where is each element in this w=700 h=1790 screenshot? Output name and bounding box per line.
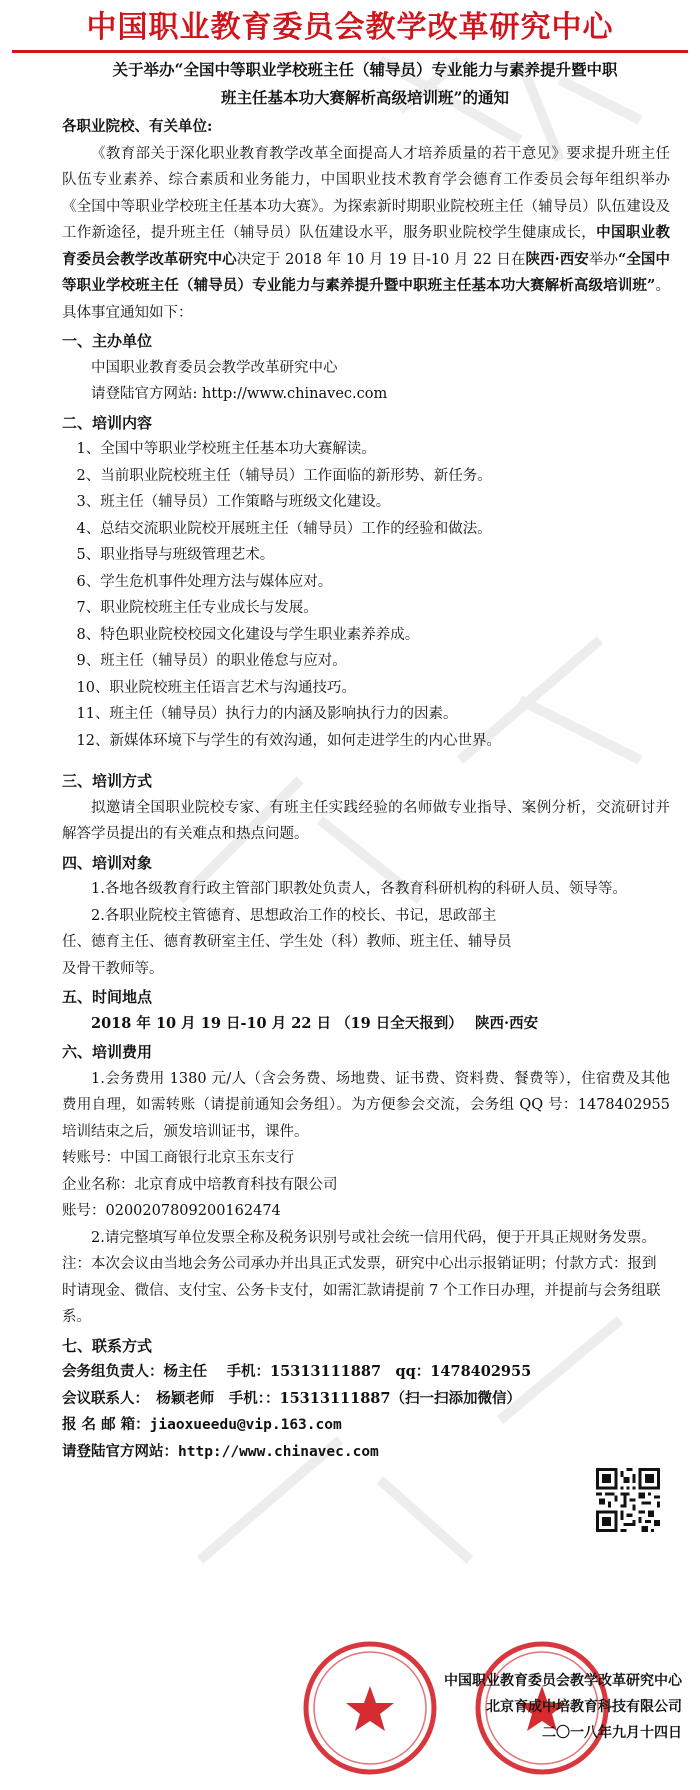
section-5-text: 2018 年 10 月 19 日-10 月 22 日 （19 日全天报到） 陕西·西安 xyxy=(91,1014,539,1032)
list-item: 8、特色职业院校校园文化建设与学生职业素养养成。 xyxy=(76,626,420,643)
signoff-org-1: 中国职业教育委员会教学改革研究中心 xyxy=(444,1673,682,1689)
contact-email-row xyxy=(62,1412,670,1439)
site-link[interactable]: http://www.chinavec.com xyxy=(178,1443,379,1460)
salutation: 各职业院校、有关单位: xyxy=(62,118,213,135)
list-item: 5、职业指导与班级管理艺术。 xyxy=(76,547,275,563)
section-7-heading: 七、联系方式 xyxy=(62,1336,153,1355)
section-4-item-2b: 任、德育主任、德育教研室主任、学生处（科）教师、班主任、辅导员 xyxy=(62,934,512,950)
list-item: 4、总结交流职业院校开展班主任（辅导员）工作的经验和做法。 xyxy=(76,520,492,537)
section-1-heading: 一、主办单位 xyxy=(62,332,153,350)
section-3-text: 拟邀请全国职业院校专家、有班主任实践经验的名师做专业指导、案例分析，交流研讨并解答学员提出的有关难点和热点问题。 xyxy=(62,799,670,842)
intro-paragraph xyxy=(62,141,670,327)
site-label: 请登陆官方网站： xyxy=(62,1442,178,1460)
intro-part-2: 决定于 2018 年 10 月 19 日-10 月 22 日在 xyxy=(236,251,526,268)
section-6-bank: 转账号：中国工商银行北京玉东支行 xyxy=(62,1150,294,1166)
section-3-heading: 三、培训方式 xyxy=(62,772,153,790)
section-5-heading: 五、时间地点 xyxy=(62,988,153,1006)
list-item: 12、新媒体环境下与学生的有效沟通，如何走进学生的内心世界。 xyxy=(76,732,501,749)
section-6-heading: 六、培训费用 xyxy=(62,1043,153,1061)
section-4-item-1: 1.各地各级教育行政主管部门职教处负责人，各教育科研机构的科研人员、领导等。 xyxy=(91,881,627,897)
list-item: 1、全国中等职业学校班主任基本功大赛解读。 xyxy=(76,441,376,457)
list-item: 11、班主任（辅导员）执行力的内涵及影响执行力的因素。 xyxy=(76,706,458,722)
spacer xyxy=(62,754,670,766)
section-1-site: 请登陆官方网站: http://www.chinavec.com xyxy=(91,386,388,402)
title-line-1: 关于举办“全国中等职业学校班主任（辅导员）专业能力与素养提升暨中职 xyxy=(112,60,618,79)
intro-part-3: 举办 xyxy=(588,251,618,268)
intro-course-bold: “全国中等职业学校班主任（辅导员）专业能力与素养提升暨中职班主任基本功大赛解析高级培训班” xyxy=(62,250,670,294)
list-item: 7、职业院校班主任专业成长与发展。 xyxy=(76,600,318,616)
section-4-item-2a: 2.各职业院校主管德育、思想政治工作的校长、书记，思政部主 xyxy=(91,907,497,924)
notice-title xyxy=(60,56,670,112)
section-6-account: 账号：0200207809200162474 xyxy=(62,1203,281,1219)
list-item: 10、职业院校班主任语言艺术与沟通技巧。 xyxy=(76,679,356,696)
list-item: 3、班主任（辅导员）工作策略与班级文化建设。 xyxy=(76,494,391,510)
email-label: 报 名 邮 箱： xyxy=(62,1416,150,1433)
section-2-heading: 二、培训内容 xyxy=(62,413,153,432)
contact-line-1: 会务组负责人：杨主任 手机：15313111887 qq：1478402955 xyxy=(62,1363,532,1380)
list-item: 6、学生危机事件处理方法与媒体应对。 xyxy=(76,573,333,590)
header xyxy=(12,8,688,53)
notice-body xyxy=(62,114,699,1465)
contact-line-2: 会议联系人： 杨颖老师 手机：：15313111887（扫一扫添加微信） xyxy=(62,1389,521,1407)
section-6-company: 企业名称：北京育成中培教育科技有限公司 xyxy=(62,1176,338,1193)
email-link[interactable]: jiaoxueedu@vip.163.com xyxy=(149,1417,342,1433)
section-1-org: 中国职业教育委员会教学改革研究中心 xyxy=(91,359,338,376)
intro-part-4: 。具体事宜通知如下： xyxy=(62,278,671,321)
section-6-invoice: 2.请完整填写单位发票全称及税务识别号或社会统一信用代码，便于开具正规财务发票。 xyxy=(91,1229,656,1246)
header-divider xyxy=(12,50,688,53)
signoff-date: 二〇一八年九月十四日 xyxy=(542,1725,682,1741)
intro-org-bold: 中国职业教育委员会教学改革研究中心 xyxy=(62,224,671,268)
section-6-note: 注：本次会议由当地会务公司承办并出具正式发票，研究中心出示报销证明；付款方式：报到时请现金、微信、支付宝、公务卡支付，如需汇款请提前 7 个工作日办理，并提前与会务组联系。 xyxy=(62,1256,661,1325)
qr-code-icon xyxy=(596,1468,660,1532)
intro-place-bold: 陕西·西安 xyxy=(525,250,589,268)
header-org-name: 中国职业教育委员会教学改革研究中心 xyxy=(86,10,614,45)
signoff-org-2: 北京育成中培教育科技有限公司 xyxy=(486,1699,682,1715)
title-line-2: 班主任基本功大赛解析高级培训班”的通知 xyxy=(221,88,509,107)
intro-part-1: 《教育部关于深化职业教育教学改革全面提高人才培养质量的若干意见》要求提升班主任队伍专业素养、综合素质和业务能力，中国职业技术教育学会德育工作委员会每年组织举办《全国中等职业学校班主任基本功大赛》。为探索新时期职业院校班主任（辅导员）队伍建设及工作新途径，提升班主任（辅导员）队伍建设水平，服务职业院校学生健康成长， xyxy=(62,145,670,241)
section-4-item-2c: 及骨干教师等。 xyxy=(62,960,164,977)
list-item: 9、班主任（辅导员）的职业倦怠与应对。 xyxy=(76,653,347,669)
section-6-fee: 1.会务费用 1380 元/人（含会务费、场地费、证书费、资料费、餐费等），住宿费及其他费用自理，如需转账（请提前通知会务组）。为方便参会交流，会务组 QQ 号：1478402955 培训结束之后，颁发培训证书，课件。 xyxy=(62,1070,699,1140)
contact-site-row xyxy=(62,1439,670,1466)
section-4-heading: 四、培训对象 xyxy=(62,853,153,872)
signoff-block xyxy=(312,1668,682,1746)
list-item: 2、当前职业院校班主任（辅导员）工作面临的新形势、新任务。 xyxy=(76,467,492,484)
training-content-list xyxy=(62,436,670,754)
